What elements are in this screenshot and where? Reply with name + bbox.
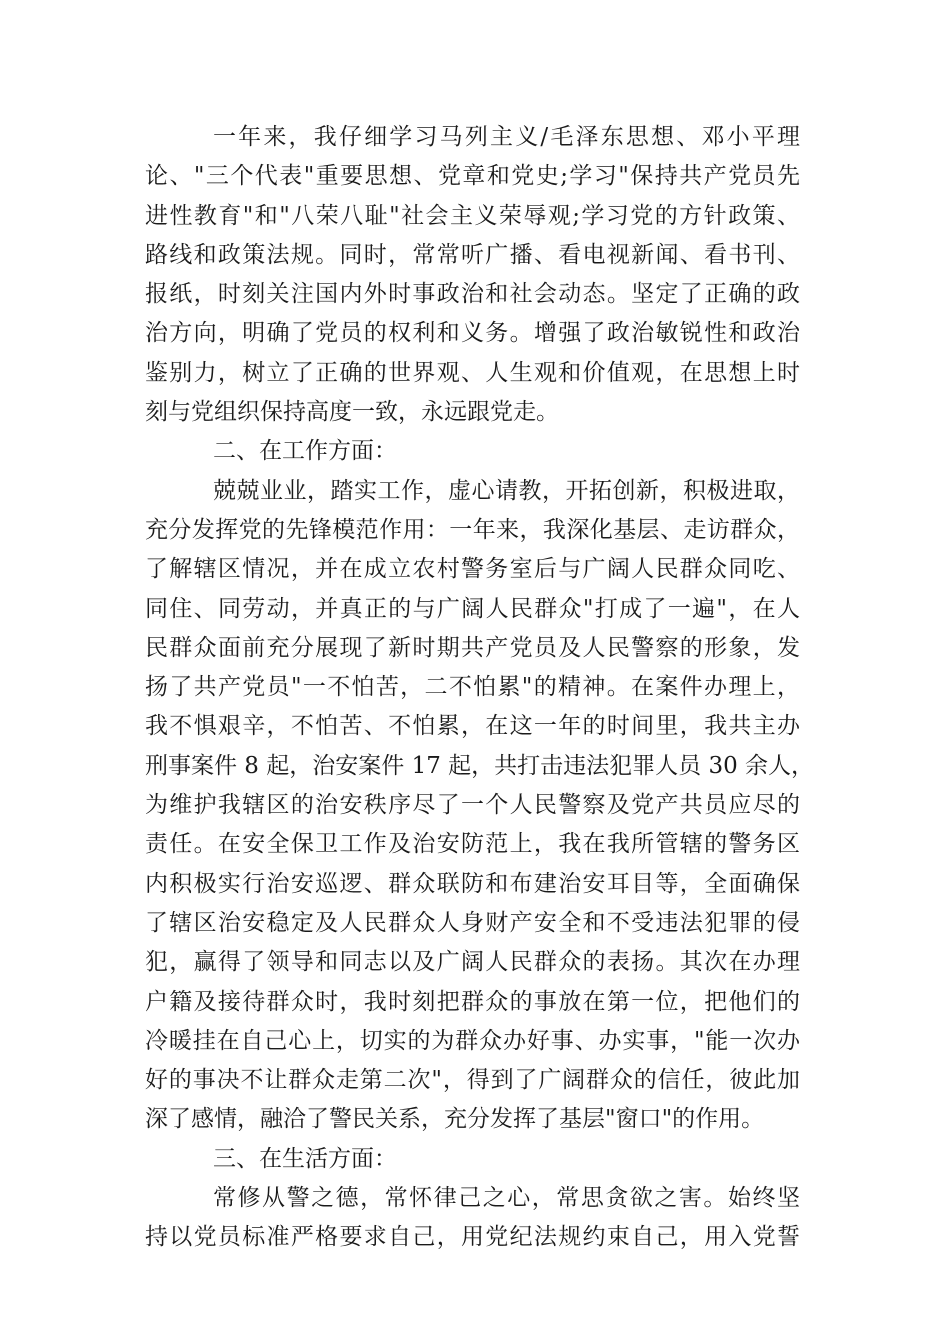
text-line: 扬了共产党员"一不怕苦，二不怕累"的精神。在案件办理上， <box>145 674 800 701</box>
text-line: 进性教育"和"八荣八耻"社会主义荣辱观;学习党的方针政策、 <box>145 202 800 229</box>
document-page <box>145 118 815 1258</box>
text-line: 了解辖区情况，并在成立农村警务室后与广阔人民群众同吃、 <box>145 556 800 583</box>
text-line: 民群众面前充分展现了新时期共产党员及人民警察的形象，发 <box>145 634 800 661</box>
text-line: 责任。在安全保卫工作及治安防范上，我在我所管辖的警务区 <box>145 831 800 858</box>
text-line: 常修从警之德，常怀律己之心，常思贪欲之害。始终坚 <box>213 1185 800 1212</box>
text-line: 好的事决不让群众走第二次"，得到了广阔群众的信任，彼此加 <box>145 1067 800 1094</box>
text-line: 犯，赢得了领导和同志以及广阔人民群众的表扬。其次在办理 <box>145 949 800 976</box>
text-line: 户籍及接待群众时，我时刻把群众的事放在第一位，把他们的 <box>145 988 800 1015</box>
text-line: 为维护我辖区的治安秩序尽了一个人民警察及党产共员应尽的 <box>145 792 800 819</box>
text-line: 深了感情，融洽了警民关系，充分发挥了基层"窗口"的作用。 <box>145 1106 765 1133</box>
text-line: 冷暖挂在自己心上，切实的为群众办好事、办实事，"能一次办 <box>145 1027 800 1054</box>
text-line: 治方向，明确了党员的权利和义务。增强了政治敏锐性和政治 <box>145 320 800 347</box>
text-line: 一年来，我仔细学习马列主义/毛泽东思想、邓小平理 <box>213 124 800 150</box>
text-line: 充分发挥党的先锋模范作用：一年来，我深化基层、走访群众， <box>145 516 800 543</box>
text-line: 三、在生活方面： <box>213 1145 397 1172</box>
text-line: 论、"三个代表"重要思想、党章和党史;学习"保持共产党员先 <box>145 163 800 190</box>
text-line: 鉴别力，树立了正确的世界观、人生观和价值观，在思想上时 <box>145 359 800 386</box>
text-line: 内积极实行治安巡逻、群众联防和布建治安耳目等，全面确保 <box>145 870 800 897</box>
text-line: 刻与党组织保持高度一致，永远跟党走。 <box>145 399 559 426</box>
text-line: 我不惧艰辛，不怕苦、不怕累，在这一年的时间里，我共主办 <box>145 713 800 740</box>
text-line: 二、在工作方面： <box>213 438 397 465</box>
text-line: 刑事案件 8 起，治安案件 17 起，共打击违法犯罪人员 30 余人， <box>145 752 815 779</box>
text-line: 路线和政策法规。同时，常常听广播、看电视新闻、看书刊、 <box>145 241 800 268</box>
text-line: 兢兢业业，踏实工作，虚心请教，开拓创新，积极进取， <box>213 477 800 504</box>
text-line: 同住、同劳动，并真正的与广阔人民群众"打成了一遍"，在人 <box>145 595 800 622</box>
text-line: 报纸，时刻关注国内外时事政治和社会动态。坚定了正确的政 <box>145 281 800 308</box>
text-line: 持以党员标准严格要求自己，用党纪法规约束自己，用入党誓 <box>145 1224 800 1251</box>
text-line: 了辖区治安稳定及人民群众人身财产安全和不受违法犯罪的侵 <box>145 909 800 936</box>
